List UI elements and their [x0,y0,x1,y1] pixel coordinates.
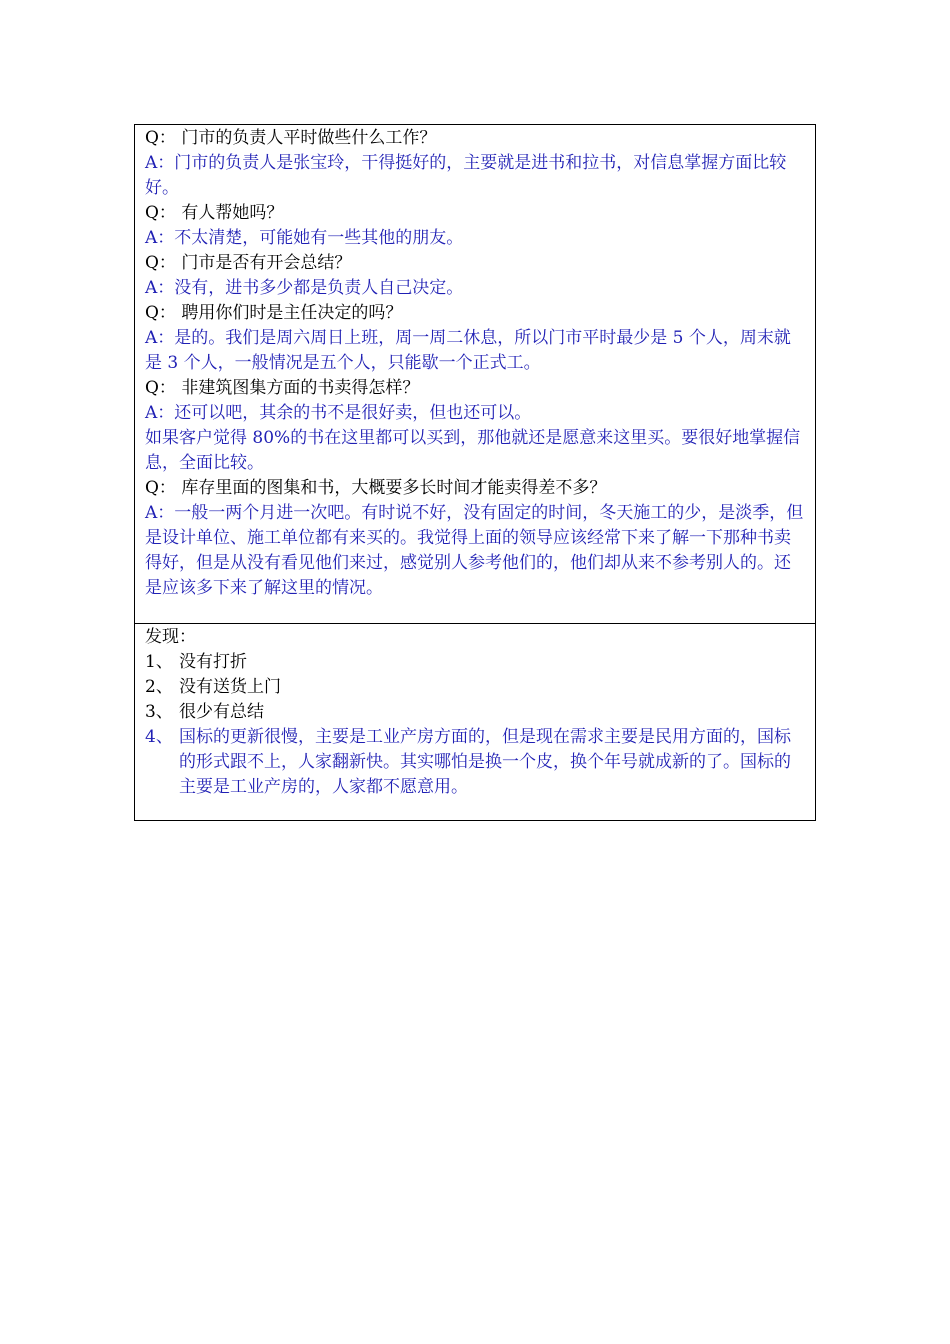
question-line: Q： 门市的负责人平时做些什么工作？ [145,128,437,148]
finding-text: 国标的更新很慢，主要是工业产房方面的，但是现在需求主要是民用方面的，国标的形式跟不上，人家翻新快。其实哪怕是换一个皮，换个年号就成新的了。国标的主要是工业产房的，人家都不愿意用。 [179,727,791,797]
finding-item [145,650,807,675]
finding-item [145,700,807,725]
answer-line: A：是的。我们是周六周日上班，周一周二休息，所以门市平时最少是 5 个人，周末就是 3 个人，一般情况是五个人，只能歇一个正式工。 [145,328,791,373]
qa-cell [135,125,815,624]
answer-line: A：不太清楚，可能她有一些其他的朋友。 [145,228,464,248]
findings-cell [135,624,815,820]
answer-line: A：一般一两个月进一次吧。有时说不好，没有固定的时间，冬天施工的少，是淡季，但是设计单位、施工单位都有来买的。我觉得上面的领导应该经常下来了解一下那种书卖得好，但是从没有看见他们来过，感觉别人参考他们的，他们却从来不参考别人的。还是应该多下来了解这里的情况。 [145,503,804,598]
answer-line: 如果客户觉得 80%的书在这里都可以买到，那他就还是愿意来这里买。要很好地掌握信息，全面比较。 [145,428,801,473]
finding-item [145,675,807,700]
findings-heading: 发现： [145,627,196,647]
answer-line: A：还可以吧，其余的书不是很好卖，但也还可以。 [145,403,532,423]
finding-text: 很少有总结 [179,702,264,722]
answer-line: A：没有，进书多少都是负责人自己决定。 [145,278,464,298]
question-line: Q： 库存里面的图集和书，大概要多长时间才能卖得差不多？ [145,478,607,498]
finding-text: 没有送货上门 [179,677,281,697]
question-line: Q： 聘用你们时是主任决定的吗？ [145,303,403,323]
finding-number: 1、 [145,652,173,672]
question-line: Q： 有人帮她吗？ [145,203,284,223]
finding-number: 3、 [145,702,173,722]
finding-text: 没有打折 [179,652,247,672]
finding-number: 2、 [145,677,173,697]
question-line: Q： 门市是否有开会总结？ [145,253,352,273]
finding-item [145,725,807,800]
answer-line: A：门市的负责人是张宝玲，干得挺好的，主要就是进书和拉书，对信息掌握方面比较好。 [145,153,787,198]
finding-number: 4、 [145,727,173,747]
question-line: Q： 非建筑图集方面的书卖得怎样？ [145,378,420,398]
interview-table [134,124,816,821]
